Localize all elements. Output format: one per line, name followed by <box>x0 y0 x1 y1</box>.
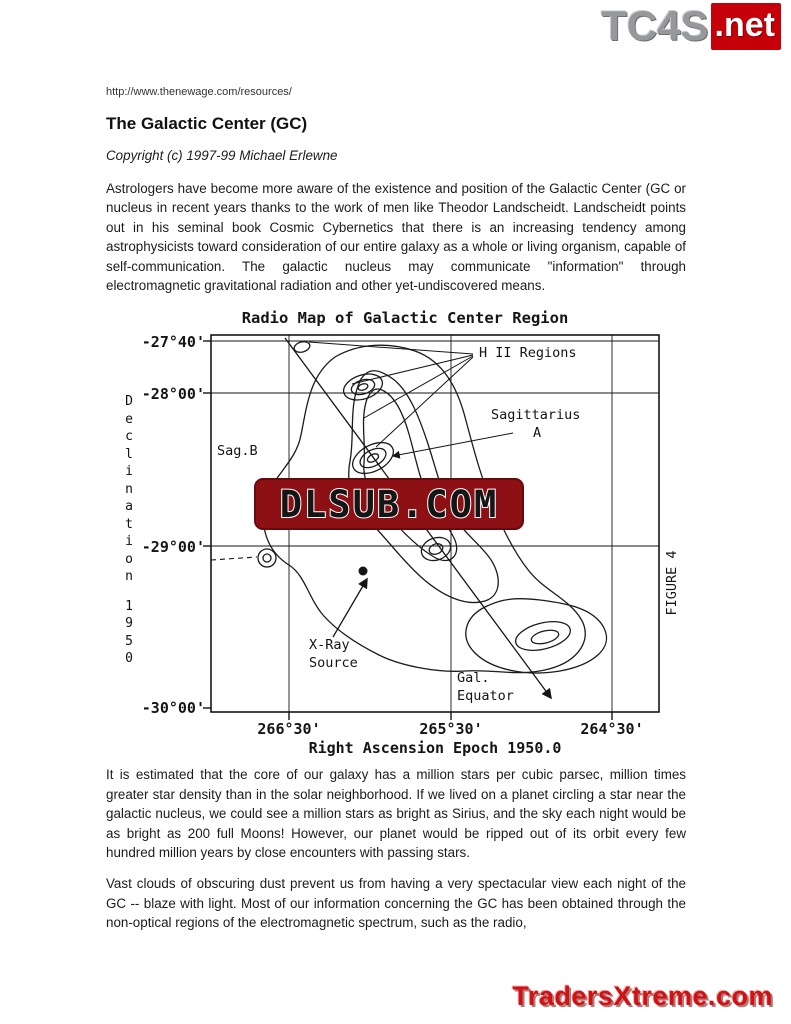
figure-number: FIGURE 4 <box>664 550 680 616</box>
footer-brand: TradersXtreme.com <box>512 981 773 1011</box>
document-body <box>106 0 686 933</box>
y-tick-2: -29°00' <box>141 538 205 557</box>
label-gal-line2: Equator <box>457 688 514 705</box>
label-gal-line1: Gal. <box>457 670 490 687</box>
label-sag-b: Sag.B <box>217 443 258 460</box>
y-tick-0: -27°40' <box>141 333 205 352</box>
y-tick-1: -28°00' <box>141 385 205 404</box>
xray-pointer <box>333 579 367 637</box>
watermark-text: DLSUB.COM <box>279 483 499 527</box>
paragraph-3: Vast clouds of obscuring dust prevent us from having a very spectacular view each night of the GC -- blaze with light. Most of our information concerning the GC has been obtained through the non-optical regions of the electromagnetic spectrum, such as the radio, <box>106 876 686 931</box>
source-url: http://www.thenewage.com/resources/ <box>106 86 292 98</box>
label-xray-line1: X-Ray <box>309 637 350 654</box>
label-hii: H II Regions <box>479 345 577 362</box>
site-logo <box>601 2 781 50</box>
hii-pointer-3 <box>364 356 473 418</box>
label-sagittarius-line2: A <box>533 425 542 442</box>
y-tick-3: -30°00' <box>141 699 205 718</box>
site-logo-tld: .net <box>711 3 781 50</box>
x-tick-0: 266°30' <box>257 720 321 739</box>
site-logo-text: TC4S <box>601 2 709 49</box>
label-sagittarius-line1: Sagittarius <box>491 407 581 424</box>
copyright-line: Copyright (c) 1997-99 Michael Erlewne <box>106 148 338 163</box>
y-axis-label: D e c l i n a t i o n 1 9 5 0 <box>125 394 133 667</box>
hii-pointer-2 <box>352 355 473 384</box>
sag-b-contours <box>340 370 385 405</box>
x-tick-1: 265°30' <box>419 720 483 739</box>
x-tick-2: 264°30' <box>580 720 644 739</box>
paragraph-2: It is estimated that the core of our galaxy has a million stars per cubic parsec, million times greater star density than in the solar neighborhood. If we lived on a planet circling a star near the galactic nucleus, we could see a million stars as bright as Sirius, and the sky each night would be as bright as 200 full Moons! However, our planet would be ripped out of its orbit every few hundred million years by close encounters with passing stars. <box>106 767 686 861</box>
hii-pointer-1 <box>309 342 473 354</box>
xray-source-dot <box>359 567 368 576</box>
page-title: The Galactic Center (GC) <box>106 114 308 133</box>
x-axis-title: Right Ascension Epoch 1950.0 <box>308 739 562 758</box>
figure-title: Radio Map of Galactic Center Region <box>241 309 569 328</box>
figure-radio-map <box>105 307 705 757</box>
paragraph-1: Astrologers have become more aware of the existence and position of the Galactic Center (GC or nucleus in recent years thanks to the work of men like Theodor Landscheidt. Landscheidt points out in his seminal book Cosmic Cybernetics that there is an increasing tendency among astrophysicists toward consideration of our entire galaxy as a whole or living organism, capable of self-communication. The galactic nucleus may communicate "information" through electromagnetic gravitational radiation and other yet-undiscovered means. <box>106 181 686 294</box>
label-xray-line2: Source <box>309 655 358 672</box>
sagittarius-a-pointer <box>393 433 513 456</box>
radio-map-svg <box>105 307 705 757</box>
watermark <box>255 479 523 529</box>
